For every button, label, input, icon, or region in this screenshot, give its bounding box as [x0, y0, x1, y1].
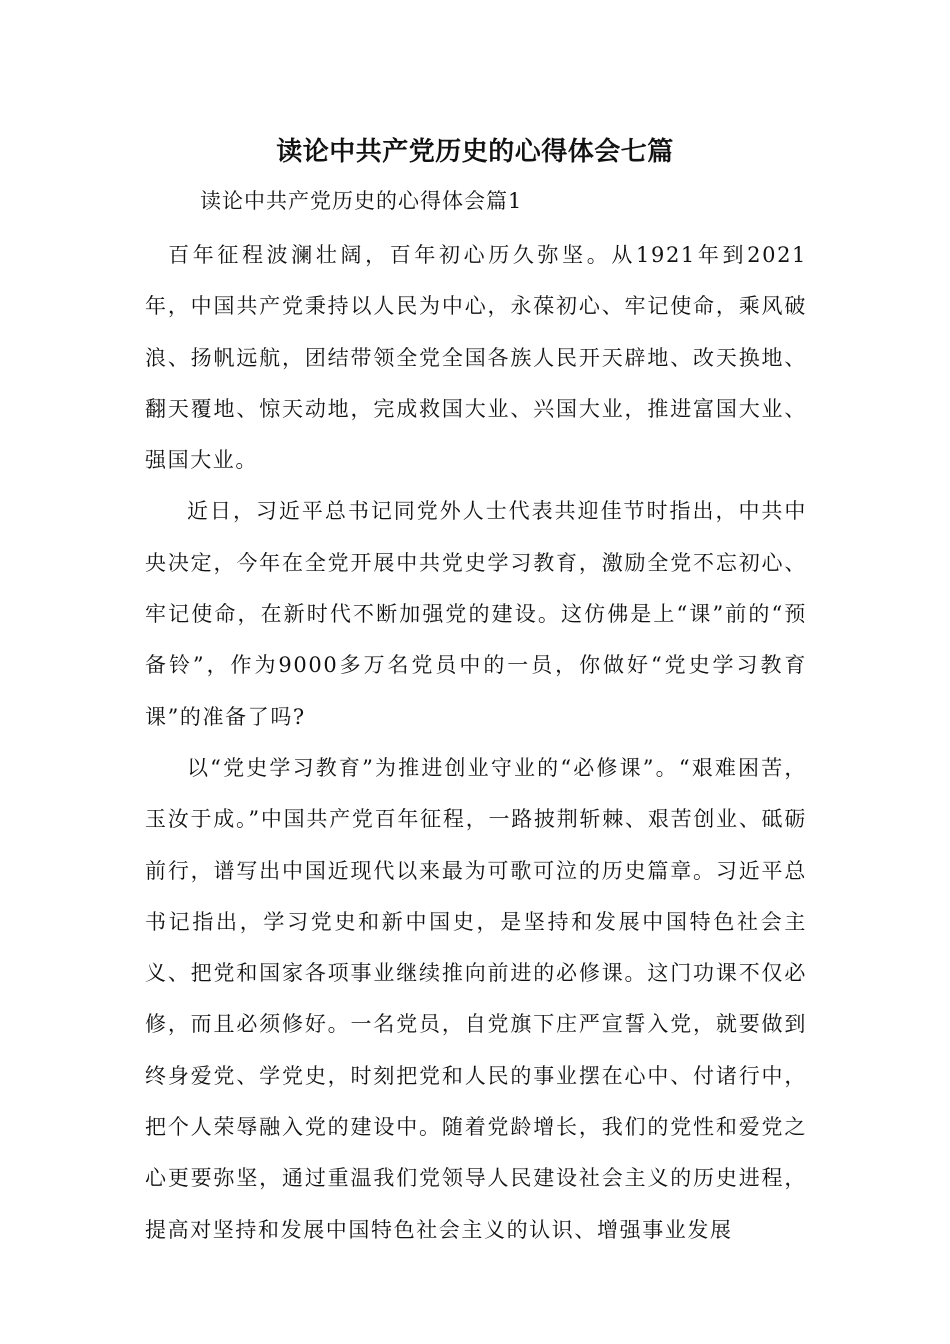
paragraph: 百年征程波澜壮阔，百年初心历久弥坚。从1921年到2021年，中国共产党秉持以人民为中心，永葆初心、牢记使命，乘风破浪、扬帆远航，团结带领全党全国各族人民开天辟地、改天换地、翻天覆地、惊天动地，完成救国大业、兴国大业，推进富国大业、强国大业。 [145, 243, 807, 473]
section-heading: 读论中共产党历史的心得体会篇1 [200, 189, 523, 213]
document-body [145, 230, 807, 1256]
paragraph: 近日，习近平总书记同党外人士代表共迎佳节时指出，中共中央决定，今年在全党开展中共党史学习教育，激励全党不忘初心、牢记使命，在新时代不断加强党的建设。这仿佛是上“课”前的“预备铃”，作为9000多万名党员中的一员，你做好“党史学习教育课”的准备了吗? [145, 499, 807, 729]
document-title: 读论中共产党历史的心得体会七篇 [276, 137, 674, 167]
paragraph: 以“党史学习教育”为推进创业守业的“必修课”。“艰难困苦，玉汝于成。”中国共产党百年征程，一路披荆斩棘、艰苦创业、砥砺前行，谱写出中国近现代以来最为可歌可泣的历史篇章。习近平总书记指出，学习党史和新中国史，是坚持和发展中国特色社会主义、把党和国家各项事业继续推向前进的必修课。这门功课不仅必修，而且必须修好。一名党员，自党旗下庄严宣誓入党，就要做到终身爱党、学党史，时刻把党和人民的事业摆在心中、付诸行中，把个人荣辱融入党的建设中。随着党龄增长，我们的党性和爱党之心更要弥坚，通过重温我们党领导人民建设社会主义的历史进程，提高对坚持和发展中国特色社会主义的认识、增强事业发展 [145, 755, 807, 1242]
